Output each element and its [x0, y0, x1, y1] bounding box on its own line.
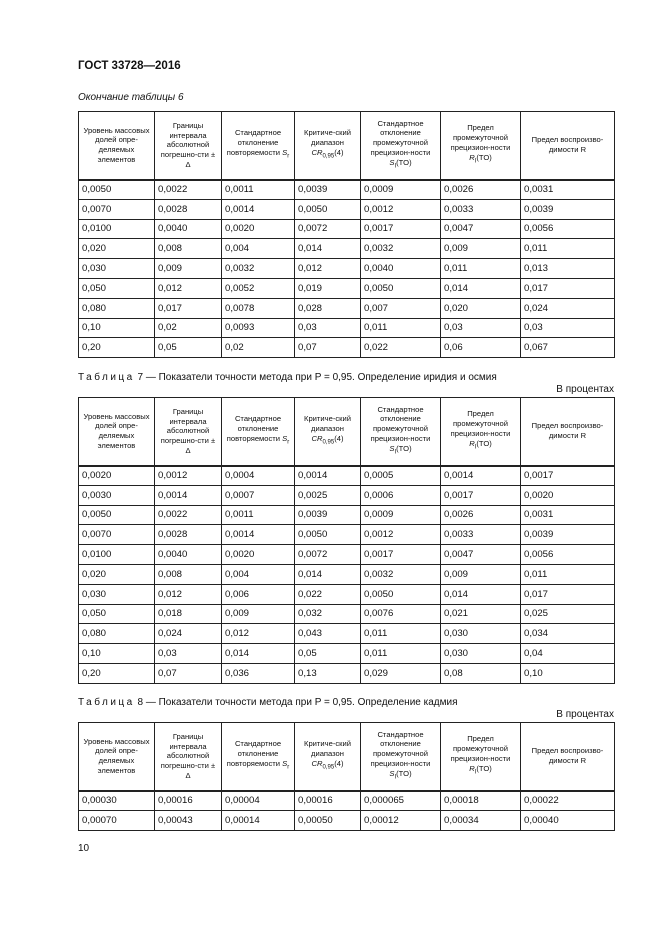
table-cell: 0,013 [521, 259, 615, 279]
table-7-caption [78, 372, 497, 383]
table-cell: 0,03 [521, 318, 615, 338]
table-cell: 0,0050 [295, 199, 361, 219]
table-cell: 0,0072 [295, 545, 361, 565]
table-cell: 0,00022 [521, 791, 615, 811]
table-cell: 0,20 [79, 338, 155, 358]
table-cell: 0,0017 [521, 466, 615, 486]
page-number: 10 [78, 843, 90, 854]
table-cell: 0,007 [361, 298, 441, 318]
column-header-1: Уровень массовых долей опре-деляемых элементов [79, 112, 155, 180]
table-cell: 0,0011 [222, 180, 295, 200]
table-row [79, 219, 615, 239]
table-cell: 0,036 [222, 663, 295, 683]
table-cell: 0,00016 [295, 791, 361, 811]
column-header-7: Предел воспроизво-димости R [521, 398, 615, 466]
table-cell: 0,012 [155, 278, 222, 298]
caption-word: Таблица [78, 372, 135, 383]
column-header-5: Стандартное отклонение промежуточной прецизион-ности $S_I(TO)$ [361, 398, 441, 466]
table-cell: 0,025 [521, 604, 615, 624]
table-cell: 0,0017 [361, 219, 441, 239]
table-cell: 0,03 [295, 318, 361, 338]
table-8 [78, 722, 615, 831]
table-7 [78, 397, 615, 684]
table-cell: 0,012 [222, 624, 295, 644]
table-cell: 0,022 [295, 584, 361, 604]
table-cell: 0,05 [295, 644, 361, 664]
table-cell: 0,00030 [79, 791, 155, 811]
table-cell: 0,0009 [361, 180, 441, 200]
table-cell: 0,0100 [79, 219, 155, 239]
column-header-4: Критиче-ский диапазон $CR_{0,95}(4)$ [295, 398, 361, 466]
table-row [79, 564, 615, 584]
table-cell: 0,00040 [521, 810, 615, 830]
table-cell: 0,011 [361, 624, 441, 644]
table-cell: 0,04 [521, 644, 615, 664]
table-cell: 0,07 [295, 338, 361, 358]
table-cell: 0,07 [155, 663, 222, 683]
table-cell: 0,0017 [441, 485, 521, 505]
table-cell: 0,0026 [441, 505, 521, 525]
document-header: ГОСТ 33728—2016 [78, 60, 181, 72]
column-header-3: Стандартное отклонение повторяемости $S_r$ [222, 723, 295, 791]
table-cell: 0,0039 [295, 505, 361, 525]
table-7-unit: В процентах [556, 384, 614, 395]
table-cell: 0,0072 [295, 219, 361, 239]
table-row [79, 545, 615, 565]
table-cell: 0,020 [79, 239, 155, 259]
table-cell: 0,0070 [79, 199, 155, 219]
table-cell: 0,014 [441, 278, 521, 298]
caption-word: Таблица [78, 697, 135, 708]
table-cell: 0,13 [295, 663, 361, 683]
table-cell: 0,009 [222, 604, 295, 624]
table-cell: 0,0050 [295, 525, 361, 545]
table-cell: 0,0007 [222, 485, 295, 505]
table-cell: 0,0032 [361, 564, 441, 584]
caption-text: 7 — Показатели точности метода при P = 0,95. Определение иридия и осмия [134, 372, 497, 383]
caption-text: 8 — Показатели точности метода при P = 0,95. Определение кадмия [134, 697, 458, 708]
table-cell: 0,050 [79, 278, 155, 298]
table-cell: 0,000065 [361, 791, 441, 811]
table-cell: 0,0028 [155, 525, 222, 545]
table-cell: 0,0050 [79, 180, 155, 200]
table-row [79, 318, 615, 338]
table-cell: 0,00043 [155, 810, 222, 830]
column-header-4: Критиче-ский диапазон $CR_{0,95}(4)$ [295, 112, 361, 180]
table-cell: 0,0014 [222, 525, 295, 545]
column-header-3: Стандартное отклонение повторяемости $S_r$ [222, 112, 295, 180]
table-row [79, 663, 615, 683]
table-cell: 0,014 [441, 584, 521, 604]
table-row [79, 259, 615, 279]
table-cell: 0,0070 [79, 525, 155, 545]
table-cell: 0,02 [222, 338, 295, 358]
table-cell: 0,012 [155, 584, 222, 604]
table-cell: 0,018 [155, 604, 222, 624]
table-cell: 0,019 [295, 278, 361, 298]
table-cell: 0,0093 [222, 318, 295, 338]
table-cell: 0,0025 [295, 485, 361, 505]
table-cell: 0,0040 [155, 219, 222, 239]
table-row [79, 505, 615, 525]
table-cell: 0,0033 [441, 199, 521, 219]
column-header-6: Предел промежуточной прецизион-ности $R_I(TO)$ [441, 723, 521, 791]
table-cell: 0,00018 [441, 791, 521, 811]
table-row [79, 604, 615, 624]
table-cell: 0,0039 [521, 199, 615, 219]
table-row [79, 485, 615, 505]
column-header-2: Границы интервала абсолютной погрешно-сти ± Δ [155, 112, 222, 180]
table-cell: 0,014 [295, 564, 361, 584]
table-cell: 0,0014 [222, 199, 295, 219]
column-header-2: Границы интервала абсолютной погрешно-сти ± Δ [155, 398, 222, 466]
table-cell: 0,00050 [295, 810, 361, 830]
table-cell: 0,03 [441, 318, 521, 338]
table-cell: 0,011 [361, 318, 441, 338]
table-cell: 0,009 [155, 259, 222, 279]
table-cell: 0,030 [441, 624, 521, 644]
table-cell: 0,011 [521, 239, 615, 259]
column-header-1: Уровень массовых долей опре-деляемых элементов [79, 398, 155, 466]
table-cell: 0,0040 [155, 545, 222, 565]
table-cell: 0,05 [155, 338, 222, 358]
column-header-6: Предел промежуточной прецизион-ности $R_I(TO)$ [441, 398, 521, 466]
table-row [79, 298, 615, 318]
table-cell: 0,008 [155, 239, 222, 259]
table-cell: 0,0011 [222, 505, 295, 525]
table-cell: 0,030 [79, 259, 155, 279]
column-header-1: Уровень массовых долей опре-деляемых элементов [79, 723, 155, 791]
table-row [79, 278, 615, 298]
table-cell: 0,028 [295, 298, 361, 318]
table-row [79, 239, 615, 259]
table-cell: 0,011 [521, 564, 615, 584]
table-row [79, 810, 615, 830]
table-row [79, 644, 615, 664]
table-cell: 0,0039 [521, 525, 615, 545]
table-cell: 0,021 [441, 604, 521, 624]
table-cell: 0,0020 [79, 466, 155, 486]
table-row [79, 180, 615, 200]
table-8-unit: В процентах [556, 709, 614, 720]
column-header-5: Стандартное отклонение промежуточной прецизион-ности $S_I(TO)$ [361, 112, 441, 180]
table-cell: 0,0017 [361, 545, 441, 565]
table-cell: 0,0050 [79, 505, 155, 525]
table-cell: 0,0056 [521, 545, 615, 565]
table-cell: 0,020 [441, 298, 521, 318]
column-header-4: Критиче-ский диапазон $CR_{0,95}(4)$ [295, 723, 361, 791]
table-cell: 0,029 [361, 663, 441, 683]
table-cell: 0,012 [295, 259, 361, 279]
table-cell: 0,00012 [361, 810, 441, 830]
column-header-7: Предел воспроизво-димости R [521, 112, 615, 180]
continuation-label: Окончание таблицы 6 [78, 92, 184, 103]
table-cell: 0,080 [79, 298, 155, 318]
table-cell: 0,10 [521, 663, 615, 683]
table-row [79, 199, 615, 219]
table-cell: 0,0050 [361, 584, 441, 604]
table-cell: 0,0012 [361, 199, 441, 219]
table-cell: 0,0031 [521, 180, 615, 200]
table-cell: 0,0020 [521, 485, 615, 505]
table-cell: 0,0012 [155, 466, 222, 486]
table-cell: 0,067 [521, 338, 615, 358]
table-cell: 0,017 [521, 278, 615, 298]
table-cell: 0,004 [222, 239, 295, 259]
table-cell: 0,0031 [521, 505, 615, 525]
column-header-3: Стандартное отклонение повторяемости $S_r$ [222, 398, 295, 466]
table-cell: 0,0076 [361, 604, 441, 624]
table-cell: 0,020 [79, 564, 155, 584]
table-6 [78, 111, 615, 358]
table-cell: 0,017 [521, 584, 615, 604]
table-cell: 0,004 [222, 564, 295, 584]
table-cell: 0,043 [295, 624, 361, 644]
table-cell: 0,0028 [155, 199, 222, 219]
table-cell: 0,0047 [441, 545, 521, 565]
table-cell: 0,0026 [441, 180, 521, 200]
table-cell: 0,0100 [79, 545, 155, 565]
table-cell: 0,02 [155, 318, 222, 338]
table-cell: 0,032 [295, 604, 361, 624]
table-cell: 0,0030 [79, 485, 155, 505]
table-cell: 0,0078 [222, 298, 295, 318]
table-cell: 0,10 [79, 318, 155, 338]
table-cell: 0,0020 [222, 219, 295, 239]
table-cell: 0,0014 [441, 466, 521, 486]
table-row [79, 624, 615, 644]
table-cell: 0,0014 [295, 466, 361, 486]
table-cell: 0,0056 [521, 219, 615, 239]
table-cell: 0,0022 [155, 180, 222, 200]
table-cell: 0,00016 [155, 791, 222, 811]
column-header-6: Предел промежуточной прецизион-ности $R_I(TO)$ [441, 112, 521, 180]
table-cell: 0,0032 [361, 239, 441, 259]
table-cell: 0,011 [361, 644, 441, 664]
table-cell: 0,0004 [222, 466, 295, 486]
table-cell: 0,0014 [155, 485, 222, 505]
table-cell: 0,017 [155, 298, 222, 318]
table-cell: 0,0050 [361, 278, 441, 298]
table-cell: 0,009 [441, 564, 521, 584]
table-cell: 0,034 [521, 624, 615, 644]
table-cell: 0,024 [521, 298, 615, 318]
table-cell: 0,014 [222, 644, 295, 664]
table-cell: 0,06 [441, 338, 521, 358]
table-cell: 0,0020 [222, 545, 295, 565]
table-row [79, 466, 615, 486]
table-cell: 0,0040 [361, 259, 441, 279]
table-cell: 0,006 [222, 584, 295, 604]
table-row [79, 791, 615, 811]
table-cell: 0,00034 [441, 810, 521, 830]
table-cell: 0,0012 [361, 525, 441, 545]
table-row [79, 338, 615, 358]
column-header-7: Предел воспроизво-димости R [521, 723, 615, 791]
table-cell: 0,0032 [222, 259, 295, 279]
table-cell: 0,0009 [361, 505, 441, 525]
table-cell: 0,00070 [79, 810, 155, 830]
table-cell: 0,0005 [361, 466, 441, 486]
table-cell: 0,009 [441, 239, 521, 259]
table-8-caption [78, 697, 458, 708]
table-cell: 0,00004 [222, 791, 295, 811]
table-cell: 0,080 [79, 624, 155, 644]
table-cell: 0,0033 [441, 525, 521, 545]
table-cell: 0,050 [79, 604, 155, 624]
table-cell: 0,008 [155, 564, 222, 584]
table-row [79, 584, 615, 604]
table-cell: 0,0022 [155, 505, 222, 525]
column-header-5: Стандартное отклонение промежуточной прецизион-ности $S_I(TO)$ [361, 723, 441, 791]
table-cell: 0,20 [79, 663, 155, 683]
table-cell: 0,030 [441, 644, 521, 664]
table-cell: 0,08 [441, 663, 521, 683]
table-cell: 0,0047 [441, 219, 521, 239]
table-cell: 0,0006 [361, 485, 441, 505]
table-cell: 0,03 [155, 644, 222, 664]
table-cell: 0,10 [79, 644, 155, 664]
table-cell: 0,022 [361, 338, 441, 358]
table-cell: 0,0039 [295, 180, 361, 200]
table-cell: 0,00014 [222, 810, 295, 830]
table-cell: 0,011 [441, 259, 521, 279]
table-cell: 0,024 [155, 624, 222, 644]
table-cell: 0,014 [295, 239, 361, 259]
table-cell: 0,0052 [222, 278, 295, 298]
column-header-2: Границы интервала абсолютной погрешно-сти ± Δ [155, 723, 222, 791]
table-cell: 0,030 [79, 584, 155, 604]
table-row [79, 525, 615, 545]
